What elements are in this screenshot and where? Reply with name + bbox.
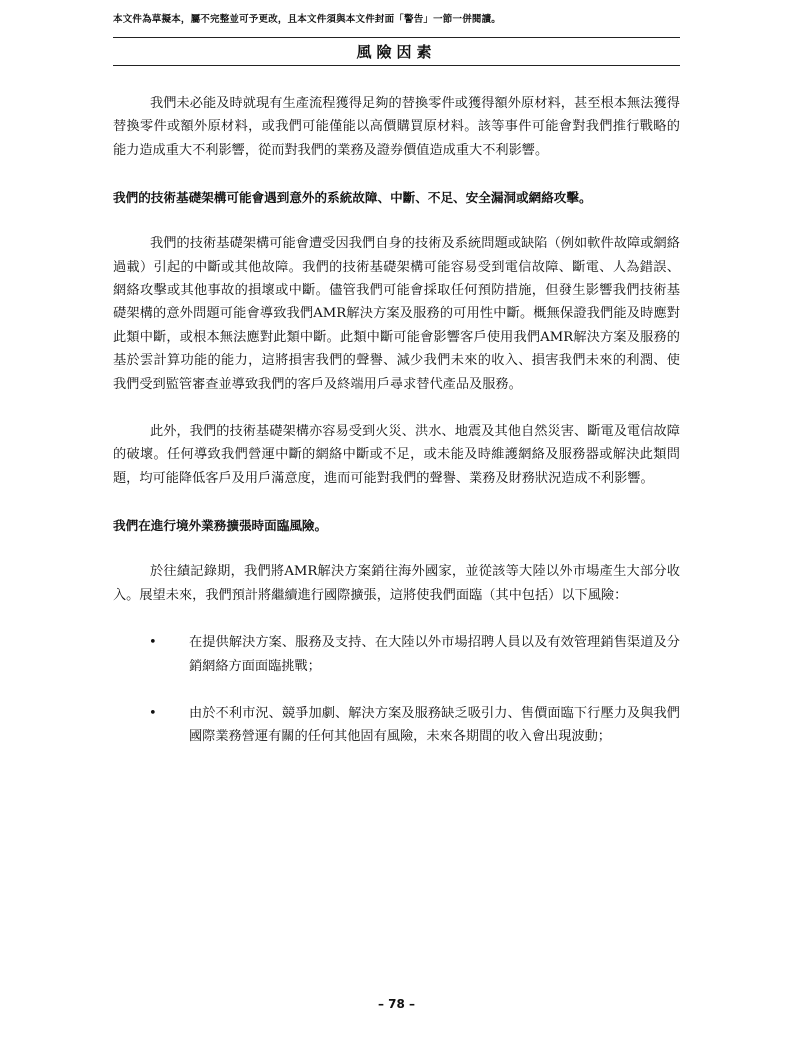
list-item: [113, 631, 680, 678]
header-rule: [113, 37, 680, 38]
bullet-icon: •: [149, 705, 157, 721]
list-item: [113, 702, 680, 749]
paragraph-natural-disasters: 此外，我們的技術基礎架構亦容易受到火災、洪水、地震及其他自然災害、斷電及電信故障的破壞。任何導致我們營運中斷的網絡中斷或不足，或未能及時維護網絡及服務器或解決此類問題，均可能降低客戶及用戶滿意度，進而可能對我們的聲譽、業務及財務狀況造成不利影響。: [113, 424, 680, 486]
risk-heading-technology: 我們的技術基礎架構可能會遇到意外的系統故障、中斷、不足、安全漏洞或網絡攻擊。: [113, 190, 592, 206]
title-rule: [113, 65, 680, 66]
draft-notice: 本文件為草擬本，屬不完整並可予更改，且本文件須與本文件封面「警告」一節一併閱讀。: [113, 14, 502, 25]
page-content: [113, 92, 680, 773]
paragraph-international-expansion: 於往績記錄期，我們將AMR解決方案銷往海外國家，並從該等大陸以外市場產生大部分收入。展望未來，我們預計將繼續進行國際擴張，這將使我們面臨（其中包括）以下風險：: [113, 564, 680, 603]
bullet-text: 由於不利市況、競爭加劇、解決方案及服務缺乏吸引力、售價面臨下行壓力及與我們國際業務營運有關的任何其他固有風險，未來各期間的收入會出現波動；: [189, 705, 680, 745]
bullet-text: 在提供解決方案、服務及支持、在大陸以外市場招聘人員以及有效管理銷售渠道及分銷網絡方面面臨挑戰；: [189, 635, 680, 674]
paragraph-replacement-parts: 我們未必能及時就現有生產流程獲得足夠的替換零件或獲得額外原材料，甚至根本無法獲得替換零件或額外原材料，或我們可能僅能以高價購買原材料。該等事件可能會對我們推行戰略的能力造成重大不利影響，從而對我們的業務及證券價值造成重大不利影響。: [113, 96, 680, 158]
paragraph-infrastructure-disruption: 我們的技術基礎架構可能會遭受因我們自身的技術及系統問題或缺陷（例如軟件故障或網絡過載）引起的中斷或其他故障。我們的技術基礎架構可能容易受到電信故障、斷電、人為錯誤、網絡攻擊或其他事故的損壞或中斷。儘管我們可能會採取任何預防措施，但發生影響我們技術基礎架構的意外問題可能會導致我們AMR解決方案及服務的可用性中斷。概無保證我們能及時應對此類中斷，或根本無法應對此類中斷。此類中斷可能會影響客戶使用我們AMR解決方案及服務的基於雲計算功能的能力，這將損害我們的聲譽、減少我們未來的收入、損害我們未來的利潤、使我們受到監管審查並導致我們的客戶及終端用戶尋求替代產品及服務。: [113, 236, 680, 392]
risk-heading-overseas-expansion: 我們在進行境外業務擴張時面臨風險。: [113, 518, 328, 534]
page-number: – 78 –: [377, 997, 416, 1011]
bullet-icon: •: [149, 635, 157, 651]
risk-bullet-list: [113, 631, 680, 749]
section-title: 風險因素: [356, 43, 437, 61]
